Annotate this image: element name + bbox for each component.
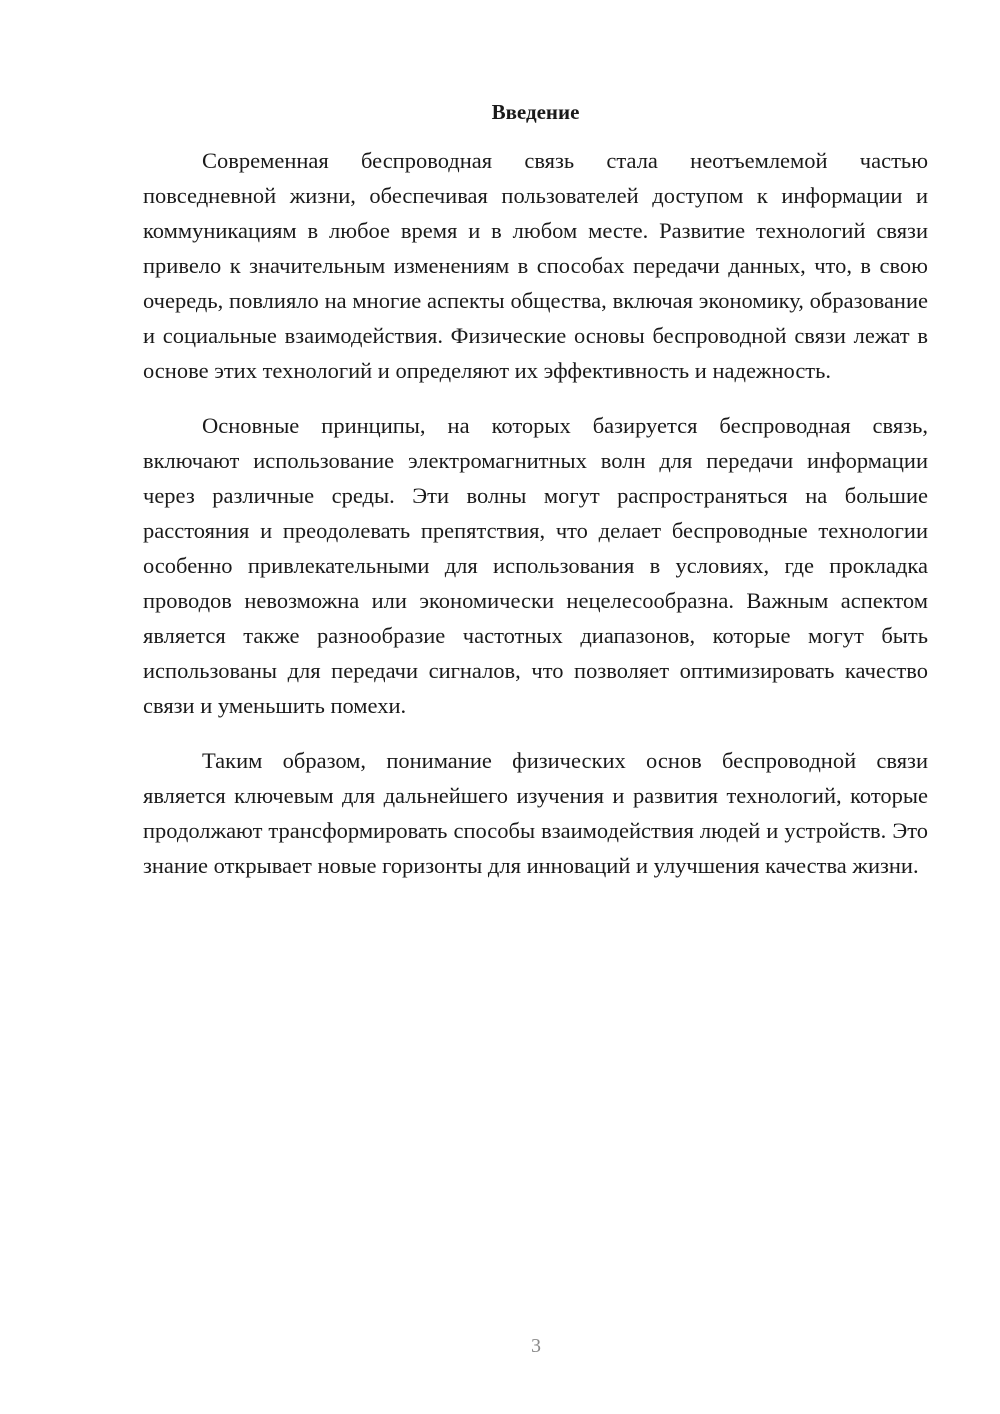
page-number: 3	[531, 1335, 541, 1357]
paragraph-1: Современная беспроводная связь стала неотъемлемой частью повседневной жизни, обеспечивая пользователей доступом к информации и коммуникациям в любое время и в любом месте. Развитие технологий связи привело к значительным изменениям в способах передачи данных, что, в свою очередь, повлияло на многие аспекты общества, включая экономику, образование и социальные взаимодействия. Физические основы беспроводной связи лежат в основе этих технологий и определяют их эффективность и надежность.	[143, 148, 928, 383]
paragraph-2: Основные принципы, на которых базируется беспроводная связь, включают использование электромагнитных волн для передачи информации через различные среды. Эти волны могут распространяться на большие расстояния и преодолевать препятствия, что делает беспроводные технологии особенно привлекательными для использования в условиях, где прокладка проводов невозможна или экономически нецелесообразна. Важным аспектом является также разнообразие частотных диапазонов, которые могут быть использованы для передачи сигналов, что позволяет оптимизировать качество связи и уменьшить помехи.	[143, 413, 928, 718]
paragraph-3: Таким образом, понимание физических основ беспроводной связи является ключевым для дальнейшего изучения и развития технологий, которые продолжают трансформировать способы взаимодействия людей и устройств. Это знание открывает новые горизонты для инноваций и улучшения качества жизни.	[143, 748, 928, 878]
body-text	[143, 143, 928, 903]
section-heading: Введение	[491, 100, 580, 124]
